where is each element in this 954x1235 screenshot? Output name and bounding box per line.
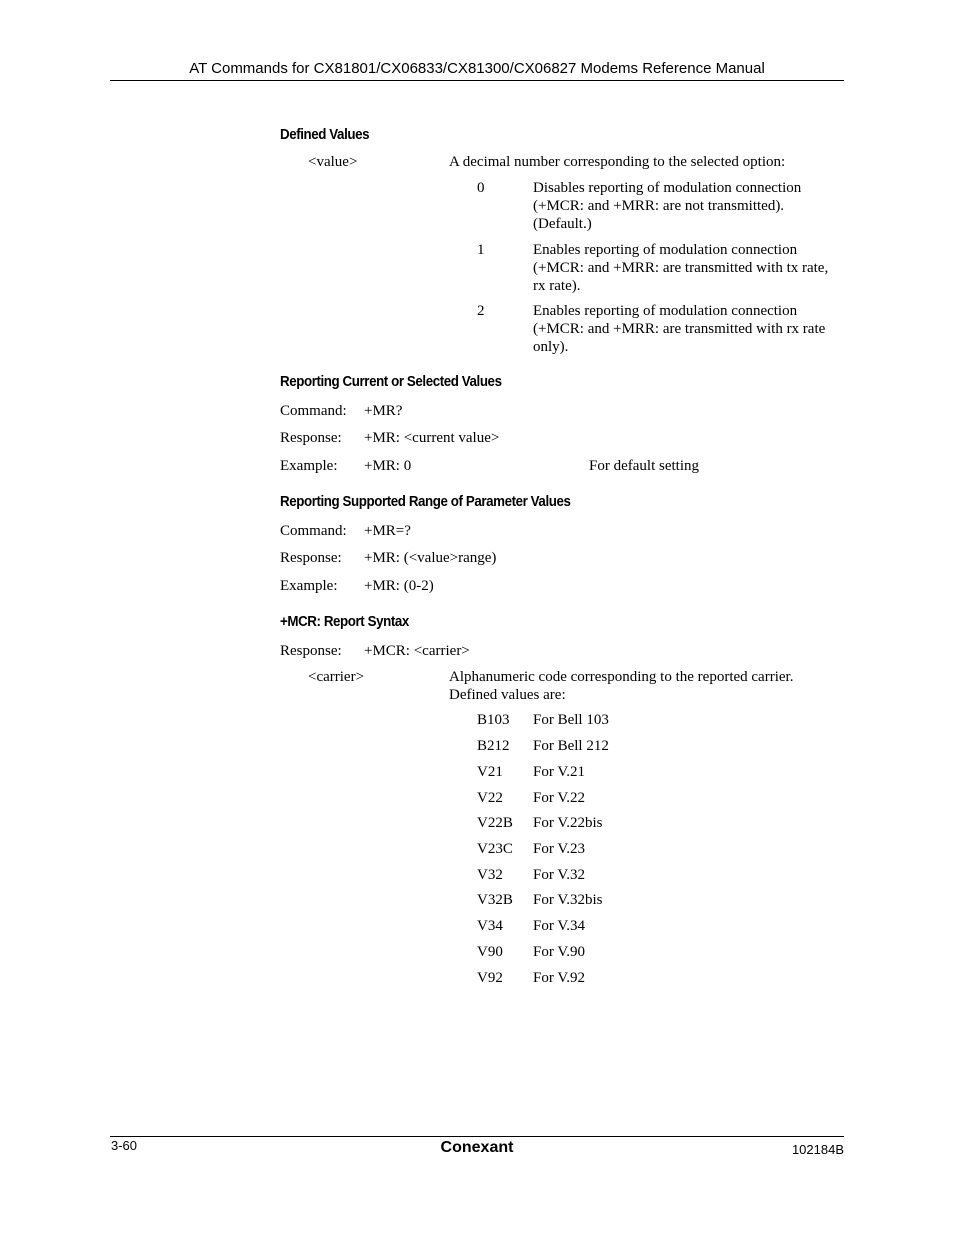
company-name: Conexant bbox=[440, 1139, 514, 1156]
document-number: 102184B bbox=[791, 1142, 844, 1157]
carrier-desc: For V.92 bbox=[533, 970, 585, 986]
carrier-code: V34 bbox=[477, 918, 503, 934]
carrier-code: V23C bbox=[477, 841, 513, 857]
section-heading-defined-values: Defined Values bbox=[280, 127, 370, 143]
row-value: +MR: (<value>range) bbox=[364, 550, 497, 566]
page-number: 3-60 bbox=[111, 1138, 138, 1153]
param-carrier-name: <carrier> bbox=[308, 669, 365, 685]
option-description bbox=[533, 241, 845, 295]
option-description bbox=[533, 179, 845, 233]
header-rule bbox=[110, 80, 844, 81]
carrier-desc: For V.22bis bbox=[533, 815, 603, 831]
option-code: 0 bbox=[477, 180, 485, 196]
section-heading-supported-range: Reporting Supported Range of Parameter Values bbox=[280, 494, 571, 510]
row-label: Response: bbox=[280, 643, 342, 659]
carrier-code: B103 bbox=[477, 712, 510, 728]
row-label: Command: bbox=[280, 403, 347, 419]
row-note: For default setting bbox=[589, 458, 699, 474]
carrier-desc: For V.34 bbox=[533, 918, 585, 934]
row-label: Response: bbox=[280, 550, 342, 566]
section-heading-current-values: Reporting Current or Selected Values bbox=[280, 374, 502, 390]
param-carrier-intro-line: Alphanumeric code corresponding to the reported carrier. bbox=[449, 669, 794, 685]
carrier-desc: For V.90 bbox=[533, 944, 585, 960]
row-value: +MR: <current value> bbox=[364, 430, 500, 446]
row-value: +MR: (0-2) bbox=[364, 578, 434, 594]
carrier-desc: For V.21 bbox=[533, 764, 585, 780]
page-header-title: AT Commands for CX81801/CX06833/CX81300/CX06827 Modems Reference Manual bbox=[189, 60, 765, 77]
carrier-desc: For Bell 212 bbox=[533, 738, 609, 754]
option-description-line: Enables reporting of modulation connection bbox=[533, 303, 798, 319]
row-value: +MR? bbox=[364, 403, 403, 419]
option-description-line: (Default.) bbox=[533, 216, 592, 232]
carrier-desc: For V.23 bbox=[533, 841, 585, 857]
option-description-line: only). bbox=[533, 339, 569, 355]
row-label: Example: bbox=[280, 578, 338, 594]
carrier-desc: For V.32bis bbox=[533, 892, 603, 908]
param-value-intro: A decimal number corresponding to the selected option: bbox=[449, 154, 786, 170]
option-description-line: (+MCR: and +MRR: are not transmitted). bbox=[533, 198, 785, 214]
option-description-line: (+MCR: and +MRR: are transmitted with tx rate, bbox=[533, 260, 829, 276]
option-code: 2 bbox=[477, 303, 485, 319]
carrier-desc: For Bell 103 bbox=[533, 712, 609, 728]
row-label: Response: bbox=[280, 430, 342, 446]
row-value: +MR: 0 bbox=[364, 458, 412, 474]
row-value: +MR=? bbox=[364, 523, 411, 539]
option-description-line: (+MCR: and +MRR: are transmitted with rx rate bbox=[533, 321, 826, 337]
carrier-code: V22 bbox=[477, 790, 503, 806]
option-description-line: rx rate). bbox=[533, 278, 581, 294]
option-description bbox=[533, 302, 845, 356]
row-label: Example: bbox=[280, 458, 338, 474]
carrier-code: V92 bbox=[477, 970, 503, 986]
carrier-code: V32 bbox=[477, 867, 503, 883]
carrier-code: B212 bbox=[477, 738, 510, 754]
carrier-code: V32B bbox=[477, 892, 513, 908]
row-value: +MCR: <carrier> bbox=[364, 643, 470, 659]
carrier-code: V21 bbox=[477, 764, 503, 780]
param-carrier-intro-line: Defined values are: bbox=[449, 687, 566, 703]
option-description-line: Disables reporting of modulation connection bbox=[533, 180, 802, 196]
option-description-line: Enables reporting of modulation connection bbox=[533, 242, 798, 258]
carrier-desc: For V.32 bbox=[533, 867, 585, 883]
param-value-name: <value> bbox=[308, 154, 358, 170]
option-code: 1 bbox=[477, 242, 485, 258]
row-label: Command: bbox=[280, 523, 347, 539]
carrier-code: V90 bbox=[477, 944, 503, 960]
carrier-desc: For V.22 bbox=[533, 790, 585, 806]
section-heading-mcr-report: +MCR: Report Syntax bbox=[280, 614, 409, 630]
footer-rule bbox=[110, 1136, 844, 1137]
carrier-code: V22B bbox=[477, 815, 513, 831]
